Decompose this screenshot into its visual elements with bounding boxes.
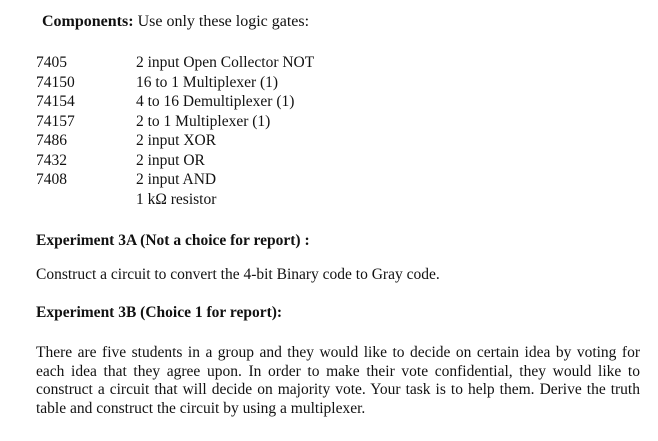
- gate-row: [36, 73, 396, 93]
- gate-list: [36, 53, 396, 209]
- experiment-3b-heading: Experiment 3B (Choice 1 for report):: [36, 304, 283, 321]
- gate-description: 2 input Open Collector NOT: [136, 54, 315, 71]
- gate-description: 2 input AND: [136, 171, 217, 188]
- gate-part-number: 74157: [36, 112, 75, 130]
- gate-part-number: 74150: [36, 73, 75, 91]
- gate-part-number: 74154: [36, 93, 75, 110]
- gate-part-number: 7432: [36, 151, 67, 169]
- gate-row: [36, 190, 396, 210]
- gate-row: [36, 170, 396, 190]
- gate-part-number: 7486: [36, 132, 67, 149]
- gate-row: [36, 112, 396, 132]
- gate-part-number: 7408: [36, 171, 67, 188]
- gate-row: [36, 151, 396, 171]
- gate-description: 2 input OR: [136, 151, 205, 169]
- gate-description: 4 to 16 Demultiplexer (1): [136, 93, 295, 110]
- components-heading: [42, 12, 309, 32]
- experiment-3a-text: Construct a circuit to convert the 4-bit Binary code to Gray code.: [36, 266, 440, 283]
- experiment-3b-text: There are five students in a group and they would like to decide on certain idea by voting for each idea that they agree upon. In order to make their vote confidential, they would like to construct a circuit that will decide on majority vote. Your task is to help them. Derive the truth table and construct the circuit by using a multiplexer.: [36, 344, 640, 417]
- gate-description: 16 to 1 Multiplexer (1): [136, 73, 279, 91]
- gate-description: 2 input XOR: [136, 132, 217, 149]
- gate-part-number: 7405: [36, 54, 67, 71]
- gate-row: [36, 131, 396, 151]
- gate-row: [36, 92, 396, 112]
- gate-row: [36, 53, 396, 73]
- gate-description: 2 to 1 Multiplexer (1): [136, 112, 271, 130]
- components-heading-label: Components:: [42, 13, 134, 30]
- gate-part-number: [36, 190, 136, 210]
- gate-description: 1 kΩ resistor: [136, 190, 217, 208]
- experiment-3a-heading: Experiment 3A (Not a choice for report) :: [36, 232, 310, 249]
- components-heading-text: Use only these logic gates:: [133, 13, 310, 30]
